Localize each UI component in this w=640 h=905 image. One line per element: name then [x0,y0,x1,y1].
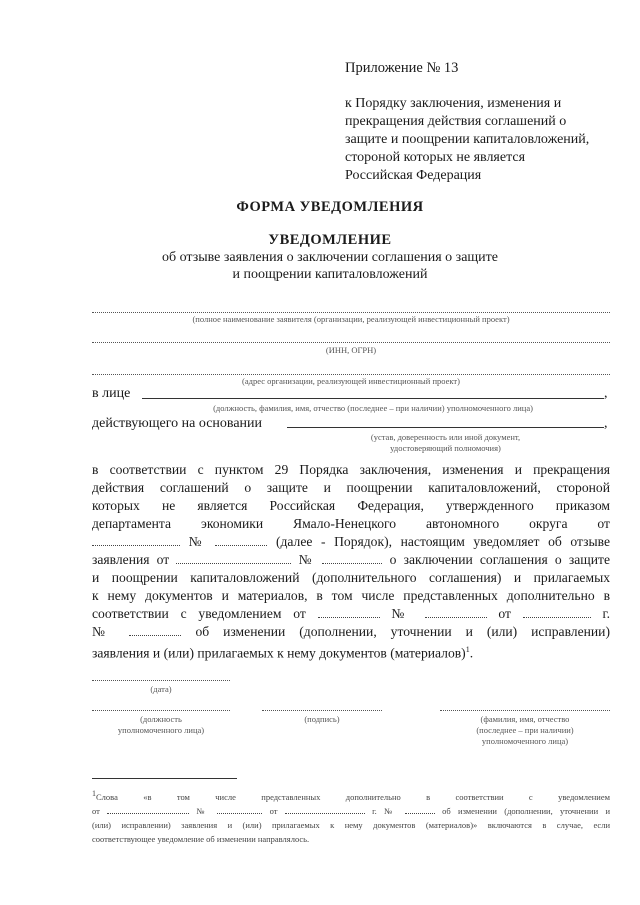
body-text-fragment: (далее - Порядок), настоящим уведомляет об отзыве [275,534,610,549]
footnote-line [92,787,610,804]
signature-field[interactable] [262,698,382,711]
footnote-number2-blank [405,805,435,814]
basis-field[interactable] [287,414,604,428]
comma: , [604,416,608,431]
body-line: заявления и (или) прилагаемых к нему документов (материалов)$^1$. [92,645,474,661]
body-line [92,623,610,641]
form-title: ФОРМА УВЕДОМЛЕНИЯ [236,199,424,215]
appendix-line: к Порядку заключения, изменения и [345,96,562,111]
appendix-number: Приложение № 13 [345,60,459,76]
number-sign: № [298,552,316,567]
order-number-blank[interactable] [215,534,267,546]
appendix-reference [345,95,620,185]
body-text-fragment: от [498,606,511,621]
date-field[interactable] [92,668,230,681]
notice-subtitle-line: и поощрении капиталовложений [232,267,428,282]
change-number-blank[interactable] [129,624,181,636]
date-caption: (дата) [150,684,172,694]
notice-body [92,461,610,663]
appendix-line: стороной которых не является [345,150,526,165]
basis-caption-line: удостоверяющий полномочия) [390,443,501,453]
number-sign: № [188,534,207,549]
address-field[interactable] [92,360,610,375]
full-name-caption [440,714,610,747]
footnote-text: от [92,805,100,816]
footnote-date-blank [107,805,189,814]
notice-title: УВЕДОМЛЕНИЕ [268,232,392,248]
body-line: в соответствии с пунктом 29 Порядка заключения, изменения и прекращения [92,462,610,477]
full-name-field[interactable] [440,698,610,711]
body-line: которых не является Российская Федерация, утвержденного приказом [92,498,610,513]
application-date-blank[interactable] [176,552,291,564]
order-date-blank[interactable] [92,534,180,546]
body-line: и поощрении капиталовложений (дополнительного соглашения) и прилагаемых [92,570,610,585]
in-person-caption: (должность, фамилия, имя, отчество (последнее – при наличии) уполномоченного лица) [213,403,533,413]
signature-caption: (подпись) [304,714,340,724]
caption-line: (фамилия, имя, отчество [480,714,570,724]
footnote-text: от [269,805,278,816]
body-line: департамента экономики Ямало-Ненецкого автономного округа от [92,516,610,531]
inn-caption: (ИНН, ОГРН) [325,345,377,355]
footnote-divider [92,778,237,779]
body-line: к нему документов и материалов, в том числе представленных дополнительно в [92,588,610,603]
footnote [92,787,610,846]
comma: , [604,386,608,401]
inn-ogrn-field[interactable] [92,328,610,343]
caption-line: уполномоченного лица) [481,736,569,746]
body-text-fragment: г. [602,606,610,621]
appendix-line: защите и поощрении капиталовложений, [345,132,590,147]
footnote-line: соответствующее уведомление об изменении направлялось. [92,833,310,844]
footnote-reference[interactable]: 1 [465,645,470,654]
footnote-line [92,804,610,818]
body-line [92,551,610,569]
position-field[interactable] [92,698,230,711]
appendix-line: Российская Федерация [345,168,482,183]
body-text-fragment: заявления от [92,552,170,567]
caption-line: уполномоченного лица) [117,725,205,735]
body-text-fragment: о заключении соглашения о защите [389,552,610,567]
in-person-label: в лице [92,386,131,401]
applicant-caption: (полное наименование заявителя (организации, реализующей инвестиционный проект) [192,314,510,324]
number-sign: № [92,624,116,639]
footnote-number-blank [217,805,262,814]
footnote-date2-blank [285,805,365,814]
body-text-fragment: об изменении (дополнении, уточнении и (или) исправлении) [195,624,610,639]
basis-label: действующего на основании [92,416,263,431]
number-sign: № [391,606,413,621]
address-caption: (адрес организации, реализующей инвестиционный проект) [242,376,460,386]
body-text-fragment: соответствии с уведомлением от [92,606,306,621]
basis-caption [287,432,604,454]
footnote-text: № [196,805,210,816]
body-text-fragment: заявления и (или) прилагаемых к нему документов (материалов) [92,645,466,661]
body-line: действия соглашений о защите и поощрении капиталовложений, стороной [92,480,610,495]
appendix-line: прекращения действия соглашений о [345,114,567,129]
footnote-mark: 1 [92,789,96,798]
body-line [92,605,610,623]
footnote-text: Слова «в том числе представленных дополнительно в соответствии с уведомлением [96,791,610,802]
notice-subtitle [40,249,620,283]
position-caption [92,714,230,736]
notification-number-blank[interactable] [425,606,487,618]
caption-line: (должность [140,714,182,724]
footnote-line: (или) исправлении) заявления и (или) прилагаемых к нему документов (материалов)» включаются в случае, если [92,819,610,830]
basis-caption-line: (устав, доверенность или иной документ, [370,432,521,442]
in-person-field[interactable] [142,385,604,399]
application-number-blank[interactable] [322,552,382,564]
notification-date2-blank[interactable] [523,606,591,618]
footnote-text: об изменении (дополнении, уточнении и [442,805,611,816]
body-line [92,533,610,551]
caption-line: (последнее – при наличии) [476,725,574,735]
footnote-text: г. № [372,805,398,816]
notice-subtitle-line: об отзыве заявления о заключении соглашения о защите [161,250,499,265]
notification-date-blank[interactable] [318,606,380,618]
applicant-name-field[interactable] [92,298,610,313]
